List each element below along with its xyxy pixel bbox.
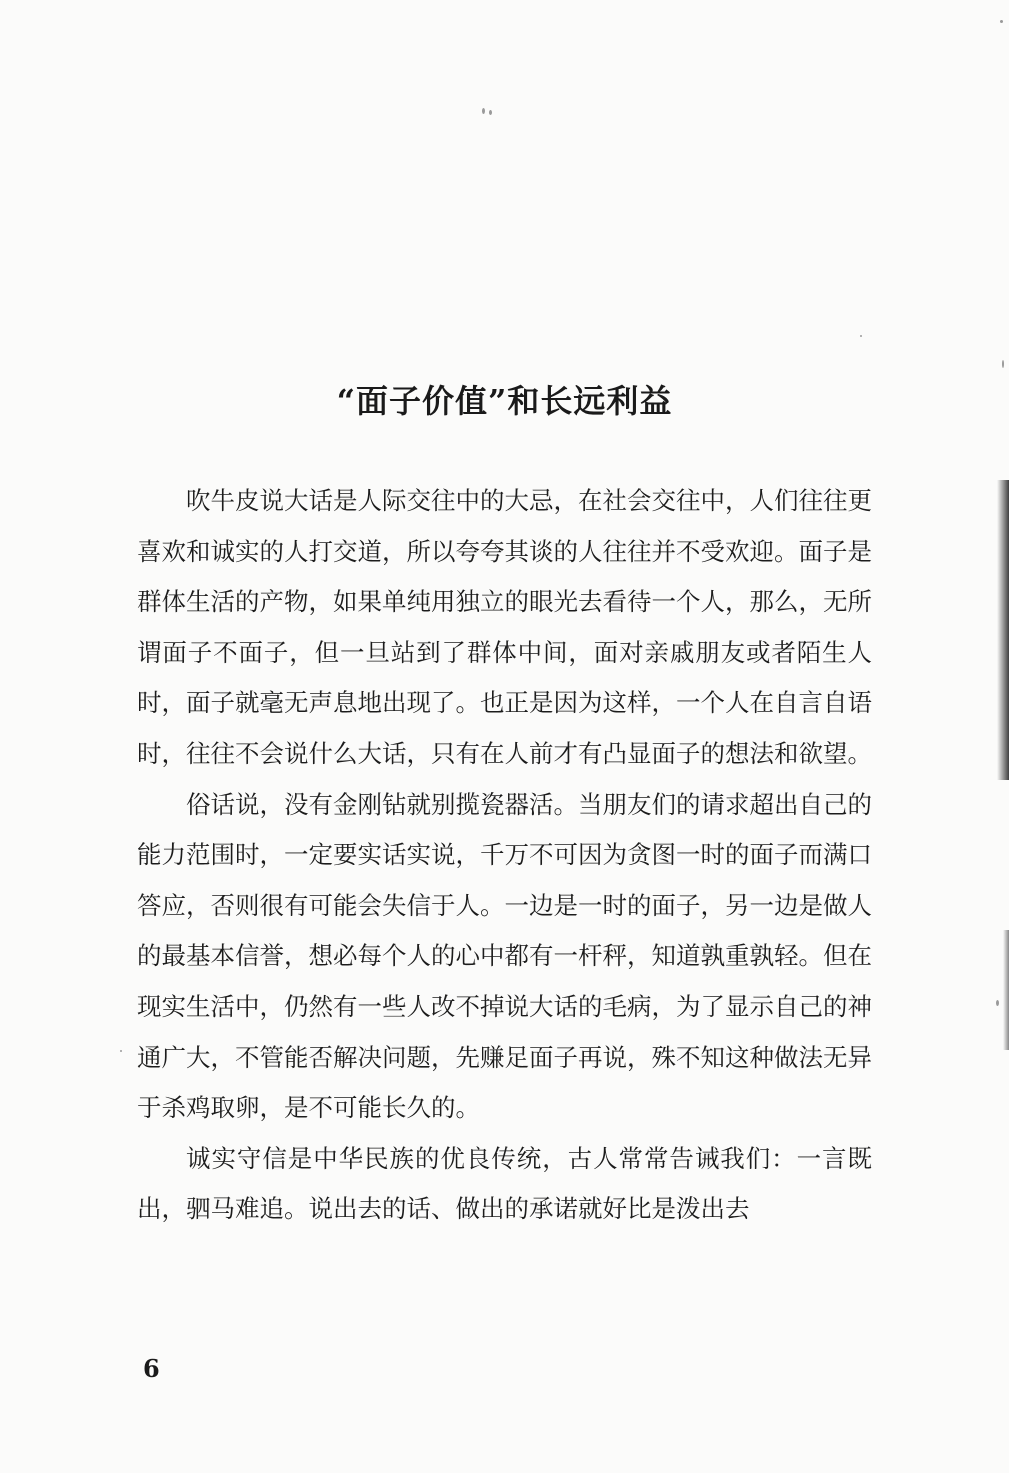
paragraph: 诚实守信是中华民族的优良传统，古人常常告诫我们：一言既出，驷马难追。说出去的话、做出的承诺就好比是泼出去 bbox=[137, 1143, 872, 1224]
scan-speckle bbox=[1000, 20, 1003, 23]
page-edge-shadow bbox=[997, 480, 1009, 780]
body-text bbox=[137, 476, 872, 1235]
page-edge-shadow bbox=[1003, 930, 1009, 1050]
scan-speckle bbox=[996, 1000, 999, 1006]
page-title: “面子价值”和长远利益 bbox=[336, 382, 673, 420]
scan-speckle bbox=[860, 335, 862, 337]
paragraph: 俗话说，没有金刚钻就别揽瓷器活。当朋友们的请求超出自己的能力范围时，一定要实话实说，千万不可因为贪图一时的面子而满口答应，否则很有可能会失信于人。一边是一时的面子，另一边是做人的最基本信誉，想必每个人的心中都有一杆秤，知道孰重孰轻。但在现实生活中，仍然有一些人改不掉说大话的毛病，为了显示自己的神通广大，不管能否解决问题，先赚足面子再说，殊不知这种做法无异于杀鸡取卵，是不可能长久的。 bbox=[137, 789, 872, 1123]
scan-speckle bbox=[1002, 360, 1004, 368]
paragraph: 吹牛皮说大话是人际交往中的大忌，在社会交往中，人们往往更喜欢和诚实的人打交道，所以夸夸其谈的人往往并不受欢迎。面子是群体生活的产物，如果单纯用独立的眼光去看待一个人，那么，无所谓面子不面子，但一旦站到了群体中间，面对亲戚朋友或者陌生人时，面子就毫无声息地出现了。也正是因为这样，一个人在自言自语时，往往不会说什么大话，只有在人前才有凸显面子的想法和欲望。 bbox=[137, 486, 872, 768]
page-number: 6 bbox=[143, 1354, 160, 1383]
scan-speckle bbox=[482, 108, 485, 114]
scan-speckle bbox=[489, 110, 492, 115]
scan-speckle bbox=[120, 1050, 122, 1052]
